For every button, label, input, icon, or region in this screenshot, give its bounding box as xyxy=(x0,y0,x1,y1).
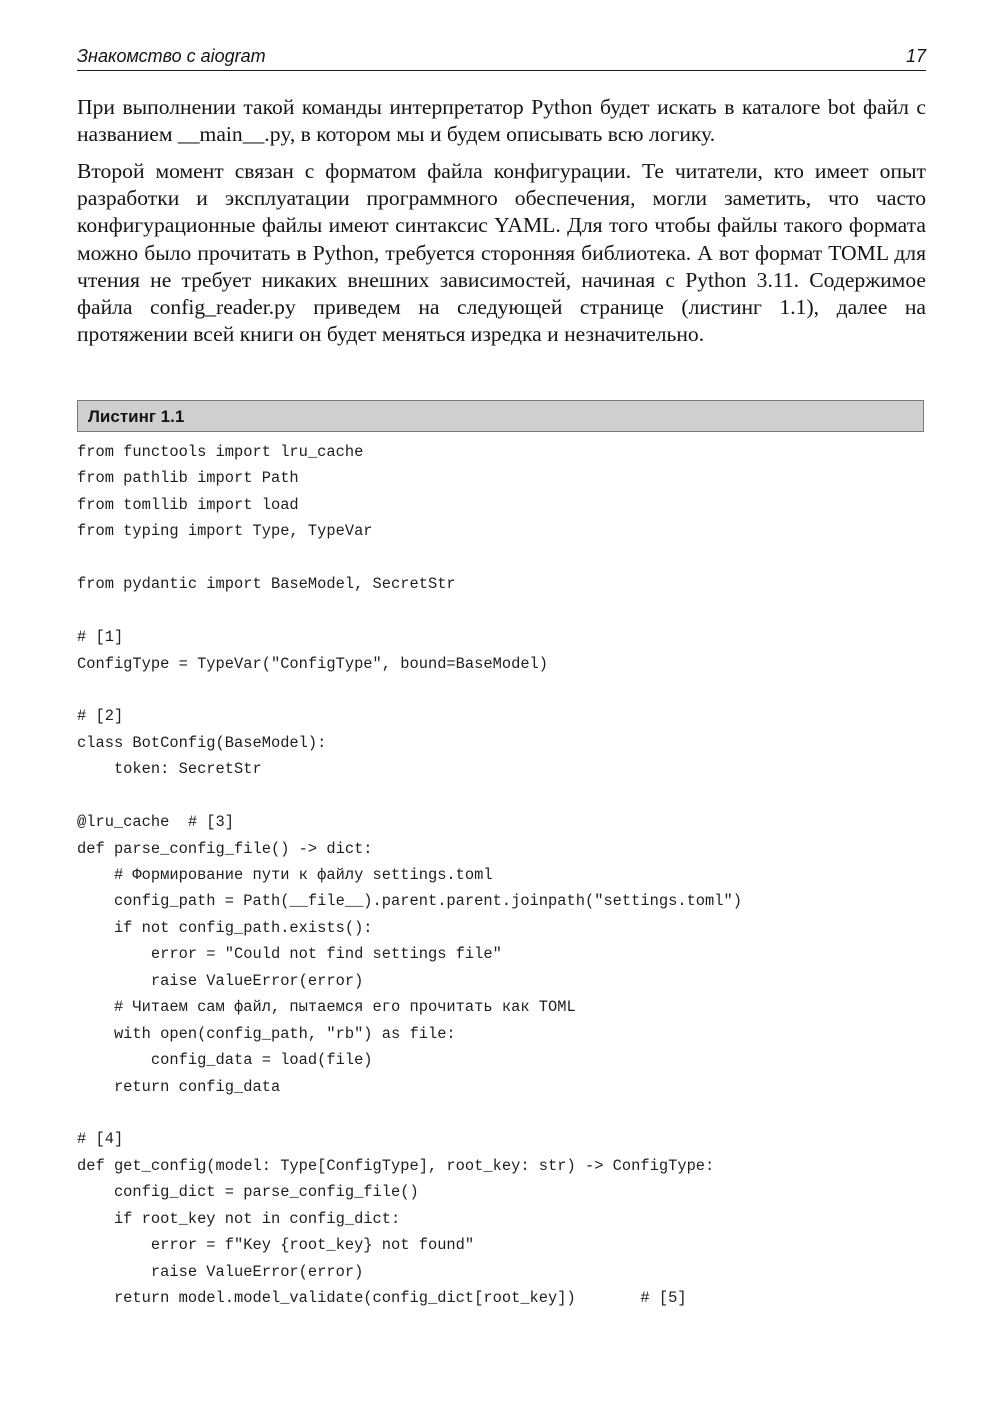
code-listing xyxy=(77,439,926,1311)
code-line: return config_data xyxy=(77,1077,281,1096)
code-line: if not config_path.exists(): xyxy=(77,918,373,937)
paragraph-config-format: Второй момент связан с форматом файла конфигурации. Те читатели, кто имеет опыт разработки и эксплуатации программного обеспечения, могли заметить, что часто конфигурационные файлы имеют синтаксис YAML. Для того чтобы файлы такого формата можно было прочитать в Python, требуется сторонняя библиотека. А вот формат TOML для чтения не требует никаких внешних зависимостей, начиная с Python 3.11. Содержимое файла config_reader.py приведем на следующей странице (листинг 1.1), далее на протяжении всей книги он будет меняться изредка и незначительно. xyxy=(77,159,926,347)
code-line: from tomllib import load xyxy=(77,495,299,514)
code-line: raise ValueError(error) xyxy=(77,971,364,990)
code-line: config_path = Path(__file__).parent.parent.joinpath("settings.toml") xyxy=(77,892,742,911)
code-line: from pydantic import BaseModel, SecretStr xyxy=(77,575,456,594)
paragraph-main-module: При выполнении такой команды интерпретатор Python будет искать в каталоге bot файл с названием __main__.py, в котором мы и будем описывать всю логику. xyxy=(77,95,926,147)
code-line: raise ValueError(error) xyxy=(77,1262,364,1281)
code-line: def parse_config_file() -> dict: xyxy=(77,839,373,858)
code-line: with open(config_path, "rb") as file: xyxy=(77,1024,456,1043)
code-line: error = f"Key {root_key} not found" xyxy=(77,1236,475,1255)
code-line: # [4] xyxy=(77,1130,124,1149)
page-number: 17 xyxy=(905,46,926,66)
code-line: def get_config(model: Type[ConfigType], root_key: str) -> ConfigType: xyxy=(77,1156,715,1175)
code-line xyxy=(77,598,926,624)
code-line: from functools import lru_cache xyxy=(77,443,364,461)
code-line xyxy=(77,1100,926,1126)
code-line: token: SecretStr xyxy=(77,760,262,779)
code-line: # Формирование пути к файлу settings.toml xyxy=(77,866,493,884)
code-line: error = "Could not find settings file" xyxy=(77,945,502,964)
chapter-title: Знакомство с aiogram xyxy=(77,46,266,66)
code-line: config_dict = parse_config_file() xyxy=(77,1183,419,1202)
code-line: from typing import Type, TypeVar xyxy=(77,522,373,541)
code-line xyxy=(77,545,926,571)
code-line: # Читаем сам файл, пытаемся его прочитать как TOML xyxy=(77,998,576,1017)
listing-title: Листинг 1.1 xyxy=(77,400,924,432)
code-line: class BotConfig(BaseModel): xyxy=(77,733,327,752)
code-line: return model.model_validate(config_dict[root_key]) # [5] xyxy=(77,1289,687,1307)
code-line: @lru_cache # [3] xyxy=(77,813,235,832)
code-line: # [1] xyxy=(77,628,124,647)
code-line: config_data = load(file) xyxy=(77,1051,373,1070)
code-line xyxy=(77,783,926,809)
running-header xyxy=(77,44,926,71)
code-line: ConfigType = TypeVar("ConfigType", bound=BaseModel) xyxy=(77,654,549,673)
code-line: # [2] xyxy=(77,707,124,726)
code-line: if root_key not in config_dict: xyxy=(77,1209,401,1228)
code-line xyxy=(77,677,926,703)
code-line: from pathlib import Path xyxy=(77,469,299,488)
